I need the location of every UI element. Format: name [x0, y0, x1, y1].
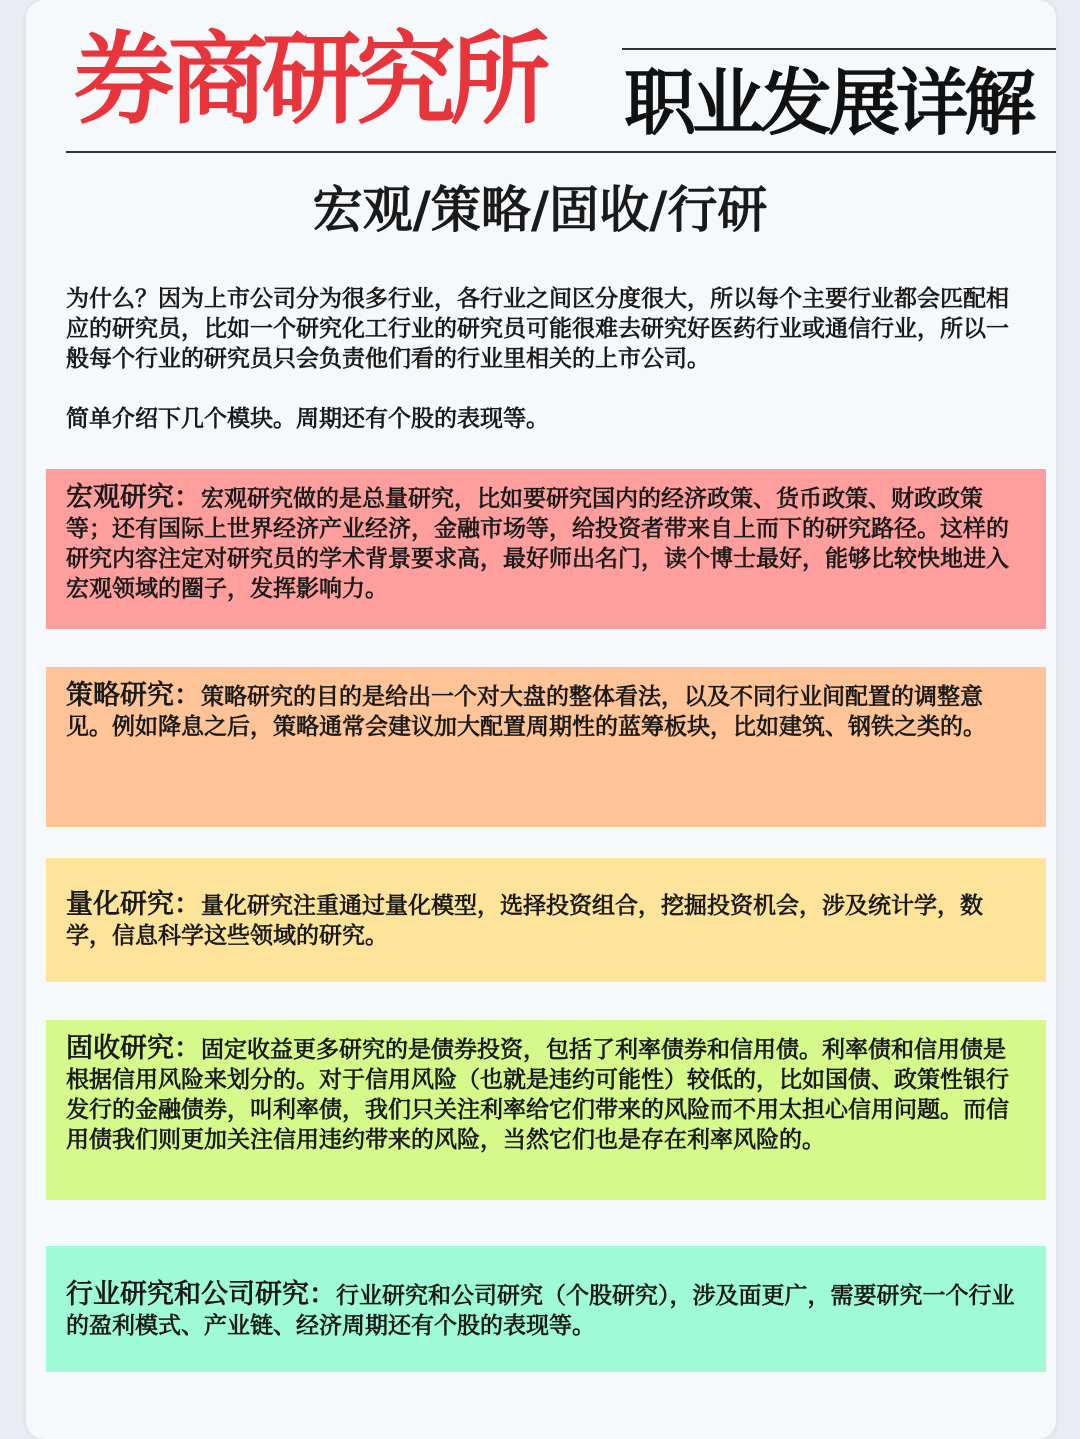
section-fixed-income [46, 1020, 1046, 1200]
section-heading: 宏观研究： [66, 482, 201, 513]
section-text: 宏观研究做的是总量研究，比如要研究国内的经济政策、货币政策、财政政策等；还有国际上世界经济产业经济，金融市场等，给投资者带来自上而下的研究路径。这样的研究内容注定对研究员的学术背景要求高，最好师出名门，读个博士最好，能够比较快地进入宏观领域的圈子，发挥影响力。 [66, 486, 1009, 602]
intro-paragraph-1: 为什么？因为上市公司分为很多行业，各行业之间区分度很大，所以每个主要行业都会匹配相应的研究员，比如一个研究化工行业的研究员可能很难去研究好医药行业或通信行业，所以一般每个行业的研究员只会负责他们看的行业里相关的上市公司。 [66, 286, 1009, 372]
section-quant [46, 858, 1046, 982]
intro-paragraph-2: 简单介绍下几个模块。周期还有个股的表现等。 [66, 406, 549, 432]
section-heading: 量化研究： [66, 889, 201, 920]
header-rule-bottom [66, 151, 1056, 153]
title-sub: 职业发展详解 [624, 61, 1033, 145]
section-text: 行业研究和公司研究（个股研究），涉及面更广，需要研究一个行业的盈利模式、产业链、经济周期还有个股的表现等。 [66, 1283, 1015, 1339]
subtitle: 宏观/策略/固收/行研 [312, 181, 768, 239]
section-macro [46, 469, 1046, 629]
section-text: 量化研究注重通过量化模型，选择投资组合，挖掘投资机会，涉及统计学，数学，信息科学这些领域的研究。 [66, 893, 983, 949]
section-heading: 行业研究和公司研究： [66, 1279, 336, 1310]
header-rule-top [622, 48, 1056, 50]
intro-text [66, 284, 1026, 434]
section-text: 固定收益更多研究的是债券投资，包括了利率债券和信用债。利率债和信用债是根据信用风险来划分的。对于信用风险（也就是违约可能性）较低的，比如国债、政策性银行发行的金融债券，叫利率债，我们只关注利率给它们带来的风险而不用太担心信用问题。而信用债我们则更加关注信用违约带来的风险，当然它们也是存在利率风险的。 [66, 1037, 1009, 1153]
section-industry-company [46, 1246, 1046, 1372]
section-text: 策略研究的目的是给出一个对大盘的整体看法，以及不同行业间配置的调整意见。例如降息之后，策略通常会建议加大配置周期性的蓝筹板块，比如建筑、钢铁之类的。 [66, 684, 986, 740]
section-heading: 固收研究： [66, 1033, 201, 1064]
section-strategy [46, 667, 1046, 827]
title-main: 券商研究所 [74, 21, 544, 138]
section-heading: 策略研究： [66, 680, 201, 711]
